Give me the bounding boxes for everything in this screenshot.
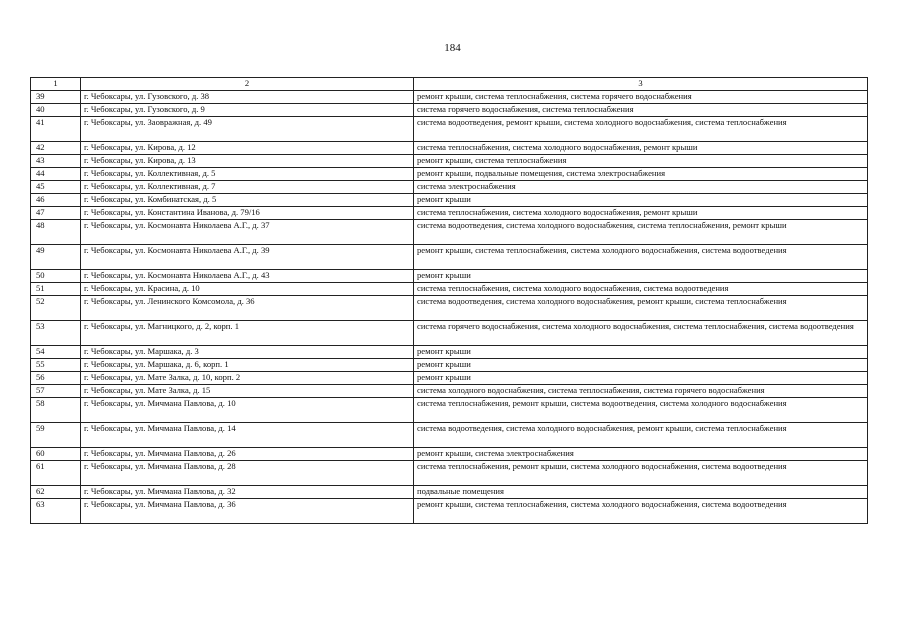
row-number-cell: 42 bbox=[31, 141, 81, 154]
table-header-row bbox=[31, 78, 868, 91]
row-number-cell: 46 bbox=[31, 193, 81, 206]
row-number-cell: 43 bbox=[31, 154, 81, 167]
address-cell: г. Чебоксары, ул. Мичмана Павлова, д. 28 bbox=[81, 460, 414, 485]
works-cell: ремонт крыши bbox=[414, 193, 868, 206]
row-number-cell: 55 bbox=[31, 358, 81, 371]
address-cell: г. Чебоксары, ул. Мате Залка, д. 10, корп. 2 bbox=[81, 371, 414, 384]
works-cell: система теплоснабжения, ремонт крыши, система холодного водоснабжения, система водоотведения bbox=[414, 460, 868, 485]
row-number-cell: 41 bbox=[31, 116, 81, 141]
works-cell: ремонт крыши bbox=[414, 371, 868, 384]
table-row bbox=[31, 141, 868, 154]
address-cell: г. Чебоксары, ул. Маршака, д. 6, корп. 1 bbox=[81, 358, 414, 371]
works-cell: ремонт крыши, система теплоснабжения, система холодного водоснабжения, система водоотведения bbox=[414, 498, 868, 523]
address-cell: г. Чебоксары, ул. Магницкого, д. 2, корп. 1 bbox=[81, 320, 414, 345]
works-cell: ремонт крыши, система теплоснабжения, система горячего водоснабжения bbox=[414, 90, 868, 103]
address-cell: г. Чебоксары, ул. Мичмана Павлова, д. 26 bbox=[81, 447, 414, 460]
column-header-address: 2 bbox=[81, 78, 414, 91]
table-row bbox=[31, 384, 868, 397]
table-row bbox=[31, 90, 868, 103]
works-cell: ремонт крыши bbox=[414, 269, 868, 282]
works-cell: ремонт крыши, система теплоснабжения bbox=[414, 154, 868, 167]
table-row bbox=[31, 244, 868, 269]
works-cell: ремонт крыши, система теплоснабжения, система холодного водоснабжения, система водоотведения bbox=[414, 244, 868, 269]
address-cell: г. Чебоксары, ул. Мичмана Павлова, д. 14 bbox=[81, 422, 414, 447]
row-number-cell: 63 bbox=[31, 498, 81, 523]
table-row bbox=[31, 167, 868, 180]
row-number-cell: 51 bbox=[31, 282, 81, 295]
table-body bbox=[31, 90, 868, 523]
page-number: 184 bbox=[444, 42, 461, 54]
works-cell: система теплоснабжения, система холодного водоснабжения, система водоотведения bbox=[414, 282, 868, 295]
works-cell: система водоотведения, ремонт крыши, система холодного водоснабжения, система теплоснабжения bbox=[414, 116, 868, 141]
works-cell: ремонт крыши bbox=[414, 345, 868, 358]
works-cell: ремонт крыши, система электроснабжения bbox=[414, 447, 868, 460]
address-cell: г. Чебоксары, ул. Гузовского, д. 9 bbox=[81, 103, 414, 116]
table-row bbox=[31, 345, 868, 358]
table-row bbox=[31, 498, 868, 523]
row-number-cell: 57 bbox=[31, 384, 81, 397]
row-number-cell: 39 bbox=[31, 90, 81, 103]
table-row bbox=[31, 320, 868, 345]
address-cell: г. Чебоксары, ул. Мичмана Павлова, д. 36 bbox=[81, 498, 414, 523]
address-cell: г. Чебоксары, ул. Мате Залка, д. 15 bbox=[81, 384, 414, 397]
address-cell: г. Чебоксары, ул. Мичмана Павлова, д. 10 bbox=[81, 397, 414, 422]
row-number-cell: 52 bbox=[31, 295, 81, 320]
table-row bbox=[31, 219, 868, 244]
table-row bbox=[31, 180, 868, 193]
table-row bbox=[31, 193, 868, 206]
table-row bbox=[31, 295, 868, 320]
table-row bbox=[31, 282, 868, 295]
row-number-cell: 50 bbox=[31, 269, 81, 282]
row-number-cell: 45 bbox=[31, 180, 81, 193]
table-row bbox=[31, 154, 868, 167]
address-cell: г. Чебоксары, ул. Красина, д. 10 bbox=[81, 282, 414, 295]
table-row bbox=[31, 206, 868, 219]
table-row bbox=[31, 269, 868, 282]
works-cell: ремонт крыши bbox=[414, 358, 868, 371]
row-number-cell: 62 bbox=[31, 485, 81, 498]
address-cell: г. Чебоксары, ул. Константина Иванова, д. 79/16 bbox=[81, 206, 414, 219]
row-number-cell: 44 bbox=[31, 167, 81, 180]
works-cell: система водоотведения, система холодного водоснабжения, система теплоснабжения, ремонт крыши bbox=[414, 219, 868, 244]
works-cell: ремонт крыши, подвальные помещения, система электроснабжения bbox=[414, 167, 868, 180]
works-cell: система горячего водоснабжения, система теплоснабжения bbox=[414, 103, 868, 116]
works-cell: система электроснабжения bbox=[414, 180, 868, 193]
address-cell: г. Чебоксары, ул. Заовражная, д. 49 bbox=[81, 116, 414, 141]
row-number-cell: 53 bbox=[31, 320, 81, 345]
address-cell: г. Чебоксары, ул. Космонавта Николаева А.Г., д. 39 bbox=[81, 244, 414, 269]
address-cell: г. Чебоксары, ул. Кирова, д. 12 bbox=[81, 141, 414, 154]
address-cell: г. Чебоксары, ул. Мичмана Павлова, д. 32 bbox=[81, 485, 414, 498]
address-cell: г. Чебоксары, ул. Космонавта Николаева А.Г., д. 37 bbox=[81, 219, 414, 244]
table-row bbox=[31, 103, 868, 116]
works-cell: система горячего водоснабжения, система холодного водоснабжения, система теплоснабжения, система водоотведения bbox=[414, 320, 868, 345]
row-number-cell: 56 bbox=[31, 371, 81, 384]
address-cell: г. Чебоксары, ул. Маршака, д. 3 bbox=[81, 345, 414, 358]
works-cell: система теплоснабжения, система холодного водоснабжения, ремонт крыши bbox=[414, 206, 868, 219]
row-number-cell: 47 bbox=[31, 206, 81, 219]
column-header-number: 1 bbox=[31, 78, 81, 91]
works-cell: система водоотведения, система холодного водоснабжения, ремонт крыши, система теплоснабжения bbox=[414, 295, 868, 320]
address-cell: г. Чебоксары, ул. Космонавта Николаева А.Г., д. 43 bbox=[81, 269, 414, 282]
table-row bbox=[31, 460, 868, 485]
table-row bbox=[31, 422, 868, 447]
row-number-cell: 48 bbox=[31, 219, 81, 244]
row-number-cell: 40 bbox=[31, 103, 81, 116]
address-cell: г. Чебоксары, ул. Коллективная, д. 5 bbox=[81, 167, 414, 180]
row-number-cell: 58 bbox=[31, 397, 81, 422]
works-cell: подвальные помещения bbox=[414, 485, 868, 498]
table-row bbox=[31, 358, 868, 371]
works-cell: система холодного водоснабжения, система теплоснабжения, система горячего водоснабжения bbox=[414, 384, 868, 397]
table-row bbox=[31, 397, 868, 422]
table-row bbox=[31, 116, 868, 141]
works-cell: система теплоснабжения, ремонт крыши, система водоотведения, система холодного водоснабжения bbox=[414, 397, 868, 422]
table-row bbox=[31, 447, 868, 460]
table-row bbox=[31, 371, 868, 384]
address-cell: г. Чебоксары, ул. Комбинатская, д. 5 bbox=[81, 193, 414, 206]
row-number-cell: 54 bbox=[31, 345, 81, 358]
address-cell: г. Чебоксары, ул. Коллективная, д. 7 bbox=[81, 180, 414, 193]
row-number-cell: 49 bbox=[31, 244, 81, 269]
address-cell: г. Чебоксары, ул. Кирова, д. 13 bbox=[81, 154, 414, 167]
works-cell: система теплоснабжения, система холодного водоснабжения, ремонт крыши bbox=[414, 141, 868, 154]
table-row bbox=[31, 485, 868, 498]
works-table bbox=[30, 77, 868, 524]
row-number-cell: 60 bbox=[31, 447, 81, 460]
address-cell: г. Чебоксары, ул. Гузовского, д. 38 bbox=[81, 90, 414, 103]
works-cell: система водоотведения, система холодного водоснабжения, ремонт крыши, система теплоснабжения bbox=[414, 422, 868, 447]
column-header-works: 3 bbox=[414, 78, 868, 91]
row-number-cell: 59 bbox=[31, 422, 81, 447]
address-cell: г. Чебоксары, ул. Ленинского Комсомола, д. 36 bbox=[81, 295, 414, 320]
row-number-cell: 61 bbox=[31, 460, 81, 485]
